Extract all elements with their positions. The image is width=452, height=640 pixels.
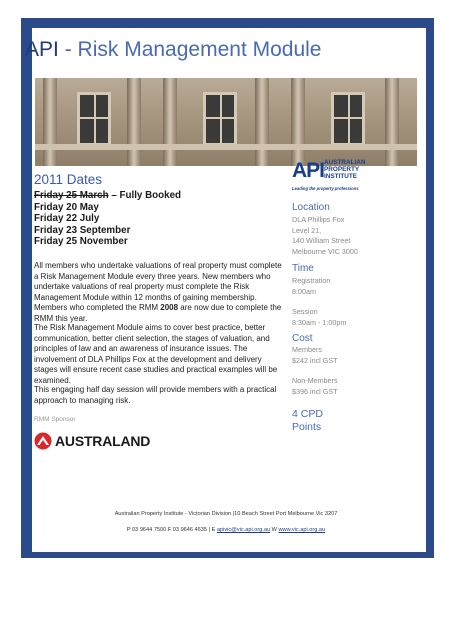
paragraph-session: This engaging half day session will provide members with a practical approach to managing risk. [34,385,277,405]
column [127,78,141,166]
time-details: Registration 8:00am Session 8:30am - 1:00pm [292,276,347,327]
dates-heading: 2011 Dates [34,172,103,187]
cost-heading: Cost [292,333,313,344]
cpd-points: 4 CPD Points [292,408,323,433]
logo-tagline: Leading the property professions [292,186,359,191]
location-details: DLA Phillips Fox Level 21, 140 William Street Melbourne VIC 3000 [292,215,358,256]
column [43,78,57,166]
window [77,92,111,146]
footer-contact: P 03 9644 7500 F 03 9646 4635 | E apivic@vic.api.org.au W www.vic.api.org.au [126,527,326,533]
date-item: Friday 22 July [34,213,100,225]
api-logo [292,158,366,194]
location-heading: Location [292,202,330,213]
date-item: Friday 25 November [34,236,128,248]
window [331,92,365,146]
date-fully-booked: Friday 25 March – Fully Booked [34,190,182,201]
building-photo [35,78,417,166]
email-link[interactable]: apivic@vic.api.org.au [216,527,271,533]
time-heading: Time [292,263,314,274]
ledge [35,144,417,150]
dates-list [34,190,181,248]
column [385,78,399,166]
sponsor-logo: AUSTRALAND [34,432,150,450]
paragraph-requirements: All members who undertake valuations of real property must complete a Risk Management Module every three years. New members who undertake valuations of real property must complete the Risk Management Module within 12 months of gaining membership. Members who completed the RMM 2008 are now due to complete the RMM this year. [34,261,282,323]
date-item: Friday 23 September [34,224,131,236]
date-item: Friday 20 May [34,201,99,213]
page-title: API - Risk Management Module [25,38,322,61]
footer-address: Australian Property Institute - Victorian Division |10 Beach Street Port Melbourne Vic 3207 [114,511,338,517]
column [255,78,269,166]
logo-mark: API [292,159,325,182]
website-link[interactable]: www.vic.api.org.au [278,527,326,533]
column [163,78,177,166]
sponsor-label: RMM Sponsor [34,416,76,423]
paragraph-aims: The Risk Management Module aims to cover best practice, better communication, better client selection, the stages of valuation, and principles of law and an awareness of insurance issues. The involvement of DLA Phillips Fox at the development and delivery stages will ensure recent case studies and practical examples will be examined. [34,323,278,385]
logo-name: AUSTRALIAN PROPERTY INSTITUTE [324,159,366,180]
window [203,92,237,146]
cost-details: Members $242 incl GST Non-Members $396 incl GST [292,345,338,396]
column [291,78,305,166]
australand-icon [34,432,52,450]
